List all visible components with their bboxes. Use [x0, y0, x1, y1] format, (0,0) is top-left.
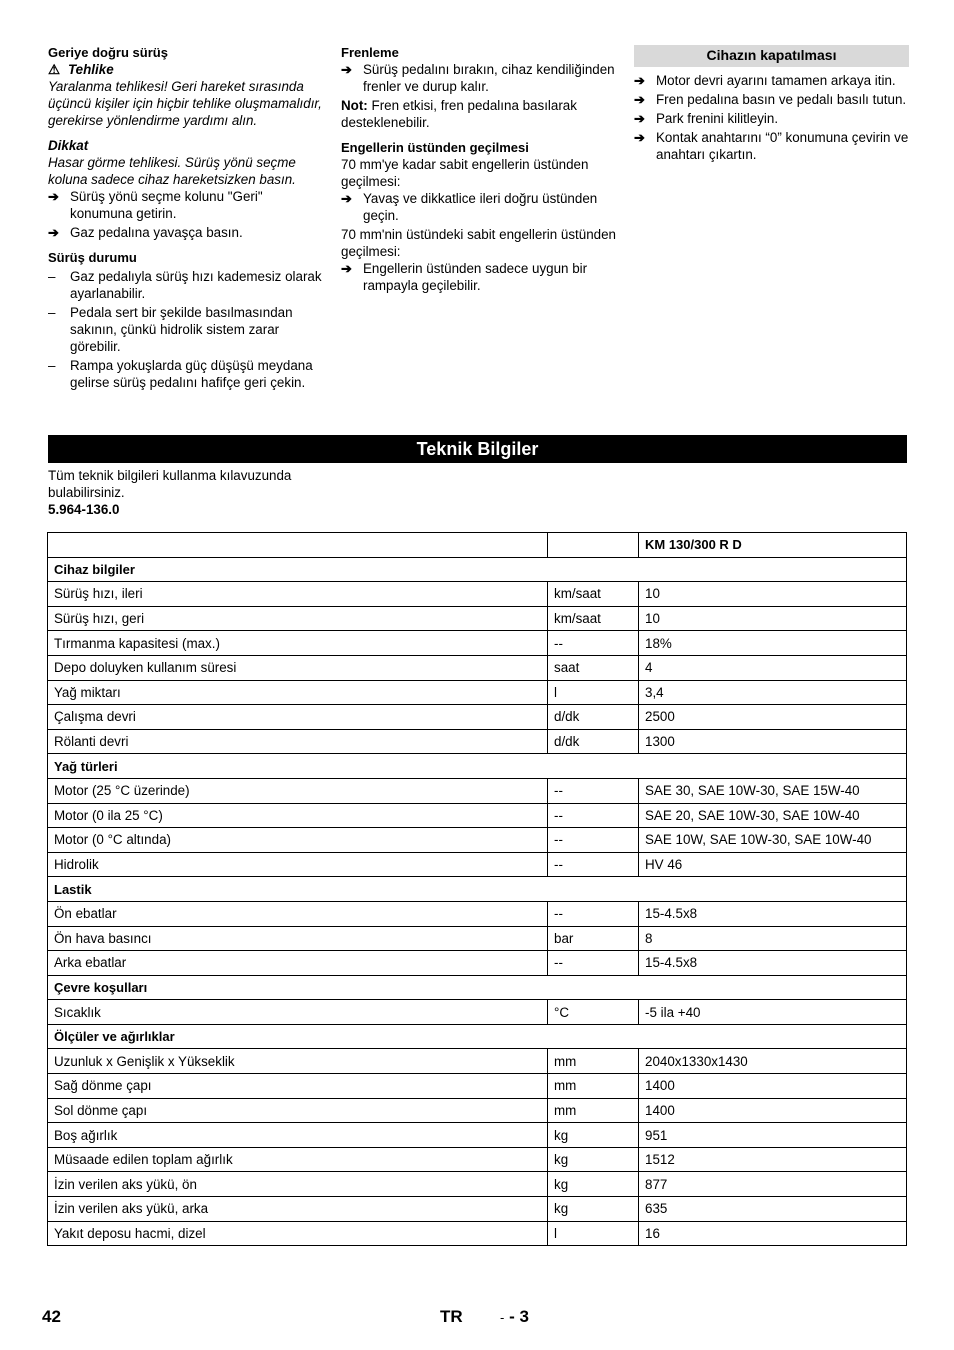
table-cell-name: Motor (0 ila 25 °C)	[48, 803, 548, 828]
table-section-row	[48, 557, 907, 582]
table-row	[48, 1147, 907, 1172]
table-cell-value: 4	[639, 655, 907, 680]
heading-reverse-driving: Geriye doğru sürüş	[48, 45, 168, 60]
table-cell-unit: --	[548, 951, 639, 976]
table-cell-unit: °C	[548, 1000, 639, 1025]
table-cell-unit: --	[548, 901, 639, 926]
list-item: ➔ Park frenini kilitleyin.	[634, 111, 779, 126]
table-section-title: Ölçüler ve ağırlıklar	[48, 1024, 907, 1049]
table-section-row	[48, 877, 907, 902]
table-row	[48, 901, 907, 926]
table-cell-unit: l	[548, 680, 639, 705]
part-number: 5.964-136.0	[48, 502, 120, 517]
table-cell-value: 15-4.5x8	[639, 901, 907, 926]
table-cell-unit: bar	[548, 926, 639, 951]
arrow-right-icon: ➔	[634, 92, 645, 107]
column-braking	[341, 44, 617, 294]
table-cell-name: Ön hava basıncı	[48, 926, 548, 951]
table-cell-unit: mm	[548, 1098, 639, 1123]
table-cell-unit: l	[548, 1221, 639, 1246]
table-section-row	[48, 1024, 907, 1049]
list-item: ➔ Engellerin üstünden sadece uygun bir rampayla geçilebilir.	[341, 261, 588, 293]
arrow-right-icon: ➔	[341, 62, 352, 77]
table-cell-unit: d/dk	[548, 705, 639, 730]
table-cell-value: 1400	[639, 1098, 907, 1123]
table-section-title: Cihaz bilgiler	[48, 557, 907, 582]
intro-text: Tüm teknik bilgileri kullanma kılavuzunda bulabilirsiniz.	[48, 468, 292, 500]
table-cell-unit: --	[548, 778, 639, 803]
table-cell-name: Ön ebatlar	[48, 901, 548, 926]
table-cell-name: Arka ebatlar	[48, 951, 548, 976]
table-cell-name: Müsaade edilen toplam ağırlık	[48, 1147, 548, 1172]
table-cell-value: 2040x1330x1430	[639, 1049, 907, 1074]
table-row	[48, 631, 907, 656]
table-cell-value: -5 ila +40	[639, 1000, 907, 1025]
table-cell-unit: --	[548, 631, 639, 656]
column-reverse-driving	[48, 44, 322, 391]
table-row	[48, 926, 907, 951]
table-section-title: Yağ türleri	[48, 754, 907, 779]
table-cell-name: Tırmanma kapasitesi (max.)	[48, 631, 548, 656]
list-item: ➔ Motor devri ayarını tamamen arkaya itin.	[634, 73, 896, 88]
table-cell-unit: kg	[548, 1147, 639, 1172]
table-cell-name: Rölanti devri	[48, 729, 548, 754]
table-cell-value: 951	[639, 1123, 907, 1148]
table-row	[48, 828, 907, 853]
table-row	[48, 1221, 907, 1246]
list-item: – Rampa yokuşlarda güç düşüşü meydana gelirse sürüş pedalını hafifçe geri çekin.	[48, 358, 313, 390]
list-item: ➔ Sürüş pedalını bırakın, cihaz kendiliğinden frenler ve durup kalır.	[341, 62, 615, 94]
note-paragraph: Not: Fren etkisi, fren pedalına basılarak desteklenebilir.	[341, 98, 577, 130]
sub-page-number: - - 3	[500, 1307, 529, 1326]
list-item: ➔ Fren pedalına basın ve pedalı basılı tutun.	[634, 92, 907, 107]
arrow-right-icon: ➔	[634, 130, 645, 145]
table-cell-value: SAE 20, SAE 10W-30, SAE 10W-40	[639, 803, 907, 828]
table-section-title: Çevre koşulları	[48, 975, 907, 1000]
danger-label: ⚠ Tehlike	[48, 62, 114, 77]
table-row	[48, 1098, 907, 1123]
dash-bullet: –	[48, 269, 56, 284]
table-cell-name: Sol dönme çapı	[48, 1098, 548, 1123]
table-cell-value: 10	[639, 582, 907, 607]
table-cell-value: 10	[639, 606, 907, 631]
table-cell-value: 1300	[639, 729, 907, 754]
table-row	[48, 1197, 907, 1222]
table-cell-unit: --	[548, 852, 639, 877]
table-cell-value: 1512	[639, 1147, 907, 1172]
table-cell-value: SAE 10W, SAE 10W-30, SAE 10W-40	[639, 828, 907, 853]
table-cell-unit: saat	[548, 655, 639, 680]
table-cell-unit: kg	[548, 1197, 639, 1222]
table-row	[48, 655, 907, 680]
obstacle-text-1: 70 mm'ye kadar sabit engellerin üstünden geçilmesi:	[341, 157, 589, 189]
table-cell-value: 8	[639, 926, 907, 951]
table-cell-value: 3,4	[639, 680, 907, 705]
table-cell-value: 15-4.5x8	[639, 951, 907, 976]
table-row	[48, 729, 907, 754]
caution-text: Hasar görme tehlikesi. Sürüş yönü seçme koluna sadece cihaz hareketsizken basın.	[48, 155, 296, 187]
table-cell-name: Motor (0 °C altında)	[48, 828, 548, 853]
table-cell-value: 16	[639, 1221, 907, 1246]
danger-text: Yaralanma tehlikesi! Geri hareket sırasında üçüncü kişiler için hiçbir tehlike oluşmamalıdır, gerekirse yönlendirme yardımı alın.	[48, 79, 322, 128]
list-item: – Pedala sert bir şekilde basılmasından sakının, çünkü hidrolik sistem zarar görebilir.	[48, 305, 293, 354]
table-cell-name: Çalışma devri	[48, 705, 548, 730]
table-cell-name: Sağ dönme çapı	[48, 1074, 548, 1099]
table-cell-unit: mm	[548, 1074, 639, 1099]
table-header-model: KM 130/300 R D	[639, 533, 907, 558]
intro-block	[48, 467, 338, 518]
table-row	[48, 1074, 907, 1099]
table-cell-name: Yakıt deposu hacmi, dizel	[48, 1221, 548, 1246]
table-cell-name: Sürüş hızı, geri	[48, 606, 548, 631]
table-cell-unit: kg	[548, 1123, 639, 1148]
table-section-title: Lastik	[48, 877, 907, 902]
table-row	[48, 705, 907, 730]
table-cell-name: İzin verilen aks yükü, arka	[48, 1197, 548, 1222]
arrow-right-icon: ➔	[341, 191, 352, 206]
table-cell-unit: mm	[548, 1049, 639, 1074]
table-row	[48, 606, 907, 631]
heading-obstacles: Engellerin üstünden geçilmesi	[341, 140, 529, 155]
obstacle-text-2: 70 mm'nin üstündeki sabit engellerin üstünden geçilmesi:	[341, 227, 617, 259]
table-row	[48, 582, 907, 607]
table-cell-name: Motor (25 °C üzerinde)	[48, 778, 548, 803]
table-header-empty	[48, 533, 548, 558]
heading-braking: Frenleme	[341, 45, 399, 60]
caution-label: Dikkat	[48, 138, 89, 153]
list-item: – Gaz pedalıyla sürüş hızı kademesiz olarak ayarlanabilir.	[48, 269, 322, 301]
table-cell-unit: --	[548, 828, 639, 853]
list-item: ➔ Kontak anahtarını “0” konumuna çevirin ve anahtarı çıkartın.	[634, 130, 909, 162]
table-row	[48, 1172, 907, 1197]
warning-triangle-icon: ⚠	[48, 62, 61, 77]
table-cell-name: Boş ağırlık	[48, 1123, 548, 1148]
table-cell-unit: d/dk	[548, 729, 639, 754]
table-cell-name: Depo doluyken kullanım süresi	[48, 655, 548, 680]
dash-bullet: –	[48, 305, 56, 320]
table-row	[48, 852, 907, 877]
table-row	[48, 680, 907, 705]
list-item: ➔ Sürüş yönü seçme kolunu "Geri" konumuna getirin.	[48, 189, 263, 221]
table-cell-name: Uzunluk x Genişlik x Yükseklik	[48, 1049, 548, 1074]
table-cell-unit: --	[548, 803, 639, 828]
arrow-right-icon: ➔	[48, 225, 59, 240]
heading-driving-mode: Sürüş durumu	[48, 250, 137, 265]
table-cell-unit: kg	[548, 1172, 639, 1197]
table-cell-value: 877	[639, 1172, 907, 1197]
table-row	[48, 951, 907, 976]
table-cell-name: Sıcaklık	[48, 1000, 548, 1025]
table-cell-unit: km/saat	[548, 582, 639, 607]
list-item: ➔ Gaz pedalına yavaşça basın.	[48, 225, 243, 240]
table-cell-value: 2500	[639, 705, 907, 730]
list-item: ➔ Yavaş ve dikkatlice ileri doğru üstünden geçin.	[341, 191, 598, 223]
table-row	[48, 1000, 907, 1025]
table-row	[48, 1123, 907, 1148]
arrow-right-icon: ➔	[48, 189, 59, 204]
table-cell-value: SAE 30, SAE 10W-30, SAE 15W-40	[639, 778, 907, 803]
table-cell-name: Sürüş hızı, ileri	[48, 582, 548, 607]
spec-table	[47, 532, 907, 1246]
arrow-right-icon: ➔	[341, 261, 352, 276]
column-shutdown	[634, 44, 909, 163]
table-row	[48, 778, 907, 803]
page-number: 42	[42, 1307, 61, 1326]
table-header-empty	[548, 533, 639, 558]
table-cell-unit: km/saat	[548, 606, 639, 631]
dash-bullet: –	[48, 358, 56, 373]
section-banner-technical-data: Teknik Bilgiler	[48, 435, 907, 463]
arrow-right-icon: ➔	[634, 73, 645, 88]
table-section-row	[48, 754, 907, 779]
table-cell-name: Hidrolik	[48, 852, 548, 877]
table-row	[48, 803, 907, 828]
heading-shutdown: Cihazın kapatılması	[634, 45, 909, 67]
table-cell-name: İzin verilen aks yükü, ön	[48, 1172, 548, 1197]
arrow-right-icon: ➔	[634, 111, 645, 126]
table-row	[48, 1049, 907, 1074]
table-section-row	[48, 975, 907, 1000]
table-cell-value: 635	[639, 1197, 907, 1222]
table-cell-name: Yağ miktarı	[48, 680, 548, 705]
language-code: TR	[440, 1307, 463, 1326]
table-cell-value: HV 46	[639, 852, 907, 877]
table-header-row	[48, 533, 907, 558]
table-cell-value: 18%	[639, 631, 907, 656]
table-cell-value: 1400	[639, 1074, 907, 1099]
